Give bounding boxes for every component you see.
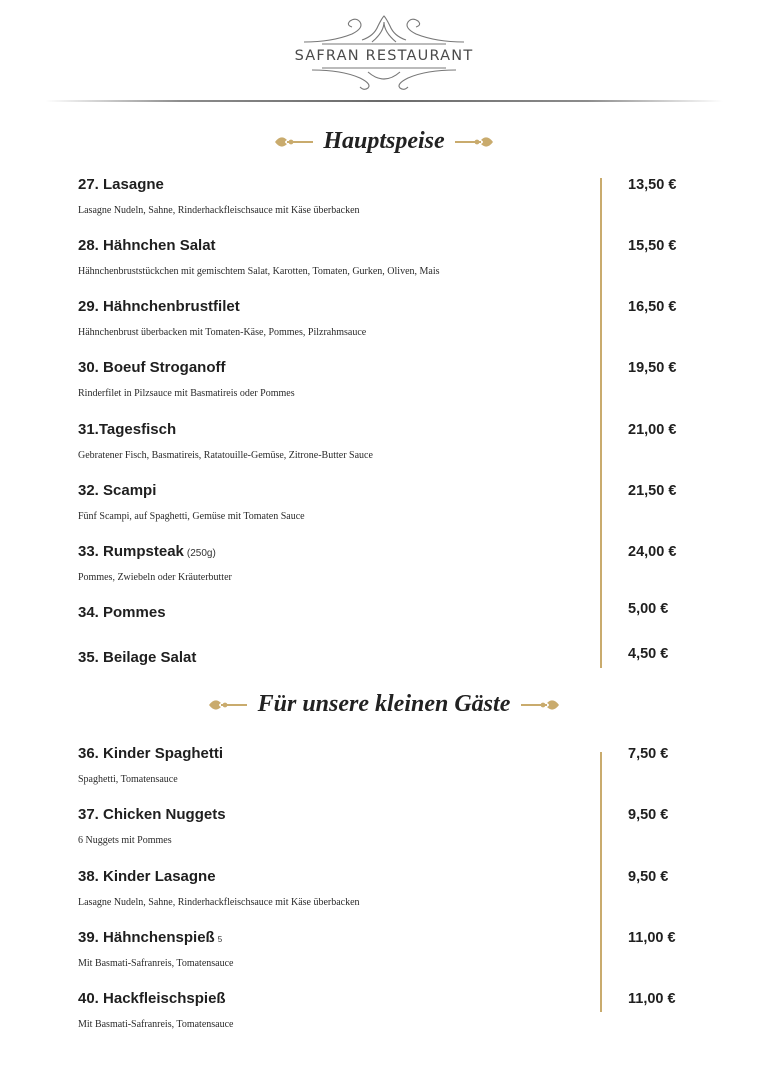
menu-item-price: 21,50 €: [628, 483, 677, 499]
price-divider-line: [600, 752, 602, 1012]
menu-item-name: 34. Pommes: [78, 604, 166, 621]
menu-item-name: 36. Kinder Spaghetti: [78, 745, 224, 762]
menu-item-name: 33. Rumpsteak (250g): [78, 543, 216, 560]
menu-item-description: Hähnchenbruststückchen mit gemischtem Salat, Karotten, Tomaten, Gurken, Oliven, Mais: [78, 266, 440, 277]
section-title-text: Für unsere kleinen Gäste: [257, 691, 511, 717]
menu-item-description: Pommes, Zwiebeln oder Kräuterbutter: [78, 572, 232, 583]
menu-item-name: 29. Hähnchenbrustfilet: [78, 298, 240, 315]
menu-item-description: Lasagne Nudeln, Sahne, Rinderhackfleischsauce mit Käse überbacken: [78, 205, 360, 216]
menu-item-price: 24,00 €: [628, 544, 677, 560]
menu-item-price: 15,50 €: [628, 238, 677, 254]
menu-item-description: Lasagne Nudeln, Sahne, Rinderhackfleischsauce mit Käse überbacken: [78, 897, 360, 908]
menu-item-name: 38. Kinder Lasagne: [78, 868, 216, 885]
flourish-left-icon: [273, 132, 313, 152]
section-title-hauptspeise: [0, 128, 768, 162]
menu-item-price: 9,50 €: [628, 807, 669, 823]
menu-item-name: 31.Tagesfisch: [78, 421, 177, 438]
menu-item-description: Mit Basmati-Safranreis, Tomatensauce: [78, 958, 234, 969]
menu-item-description: Mit Basmati-Safranreis, Tomatensauce: [78, 1019, 234, 1030]
menu-item-name: 30. Boeuf Stroganoff: [78, 359, 226, 376]
flourish-right-icon: [521, 695, 561, 715]
menu-item-note: (250g): [186, 548, 216, 559]
menu-item-price: 7,50 €: [628, 746, 669, 762]
restaurant-name: SAFRAN RESTAURANT: [294, 48, 474, 64]
section-title-kinder: [0, 691, 768, 725]
menu-item-name: 35. Beilage Salat: [78, 649, 197, 666]
menu-item-description: 6 Nuggets mit Pommes: [78, 835, 172, 846]
menu-item-price: 11,00 €: [628, 991, 676, 1007]
menu-item-price: 19,50 €: [628, 360, 677, 376]
menu-item-name: 39. Hähnchenspieß 5: [78, 929, 223, 946]
menu-item-name: 37. Chicken Nuggets: [78, 806, 226, 823]
menu-item-name: 28. Hähnchen Salat: [78, 237, 216, 254]
menu-item-name: 40. Hackfleischspieß: [78, 990, 226, 1007]
flourish-left-icon: [207, 695, 247, 715]
header-divider: [45, 100, 723, 102]
flourish-right-icon: [455, 132, 495, 152]
menu-item-price: 5,00 €: [628, 601, 669, 617]
menu-item-name: 32. Scampi: [78, 482, 157, 499]
menu-item-note: 5: [217, 935, 223, 944]
restaurant-header: [0, 0, 768, 110]
menu-item-description: Spaghetti, Tomatensauce: [78, 774, 178, 785]
menu-item-description: Rinderfilet in Pilzsauce mit Basmatireis oder Pommes: [78, 388, 295, 399]
menu-item-price: 16,50 €: [628, 299, 677, 315]
menu-item-description: Fünf Scampi, auf Spaghetti, Gemüse mit Tomaten Sauce: [78, 511, 305, 522]
ornament-top-icon: [302, 14, 466, 46]
price-divider-line: [600, 178, 602, 668]
menu-item-description: Hähnchenbrust überbacken mit Tomaten-Käse, Pommes, Pilzrahmsauce: [78, 327, 367, 338]
menu-item-description: Gebratener Fisch, Basmatireis, Ratatouille-Gemüse, Zitrone-Butter Sauce: [78, 450, 373, 461]
menu-item-price: 11,00 €: [628, 930, 676, 946]
ornament-bottom-icon: [302, 66, 466, 92]
menu-item-name: 27. Lasagne: [78, 176, 164, 193]
menu-item-price: 21,00 €: [628, 422, 677, 438]
menu-item-price: 9,50 €: [628, 869, 669, 885]
section-title-text: Hauptspeise: [323, 128, 445, 154]
menu-item-price: 13,50 €: [628, 177, 677, 193]
menu-item-price: 4,50 €: [628, 646, 669, 662]
